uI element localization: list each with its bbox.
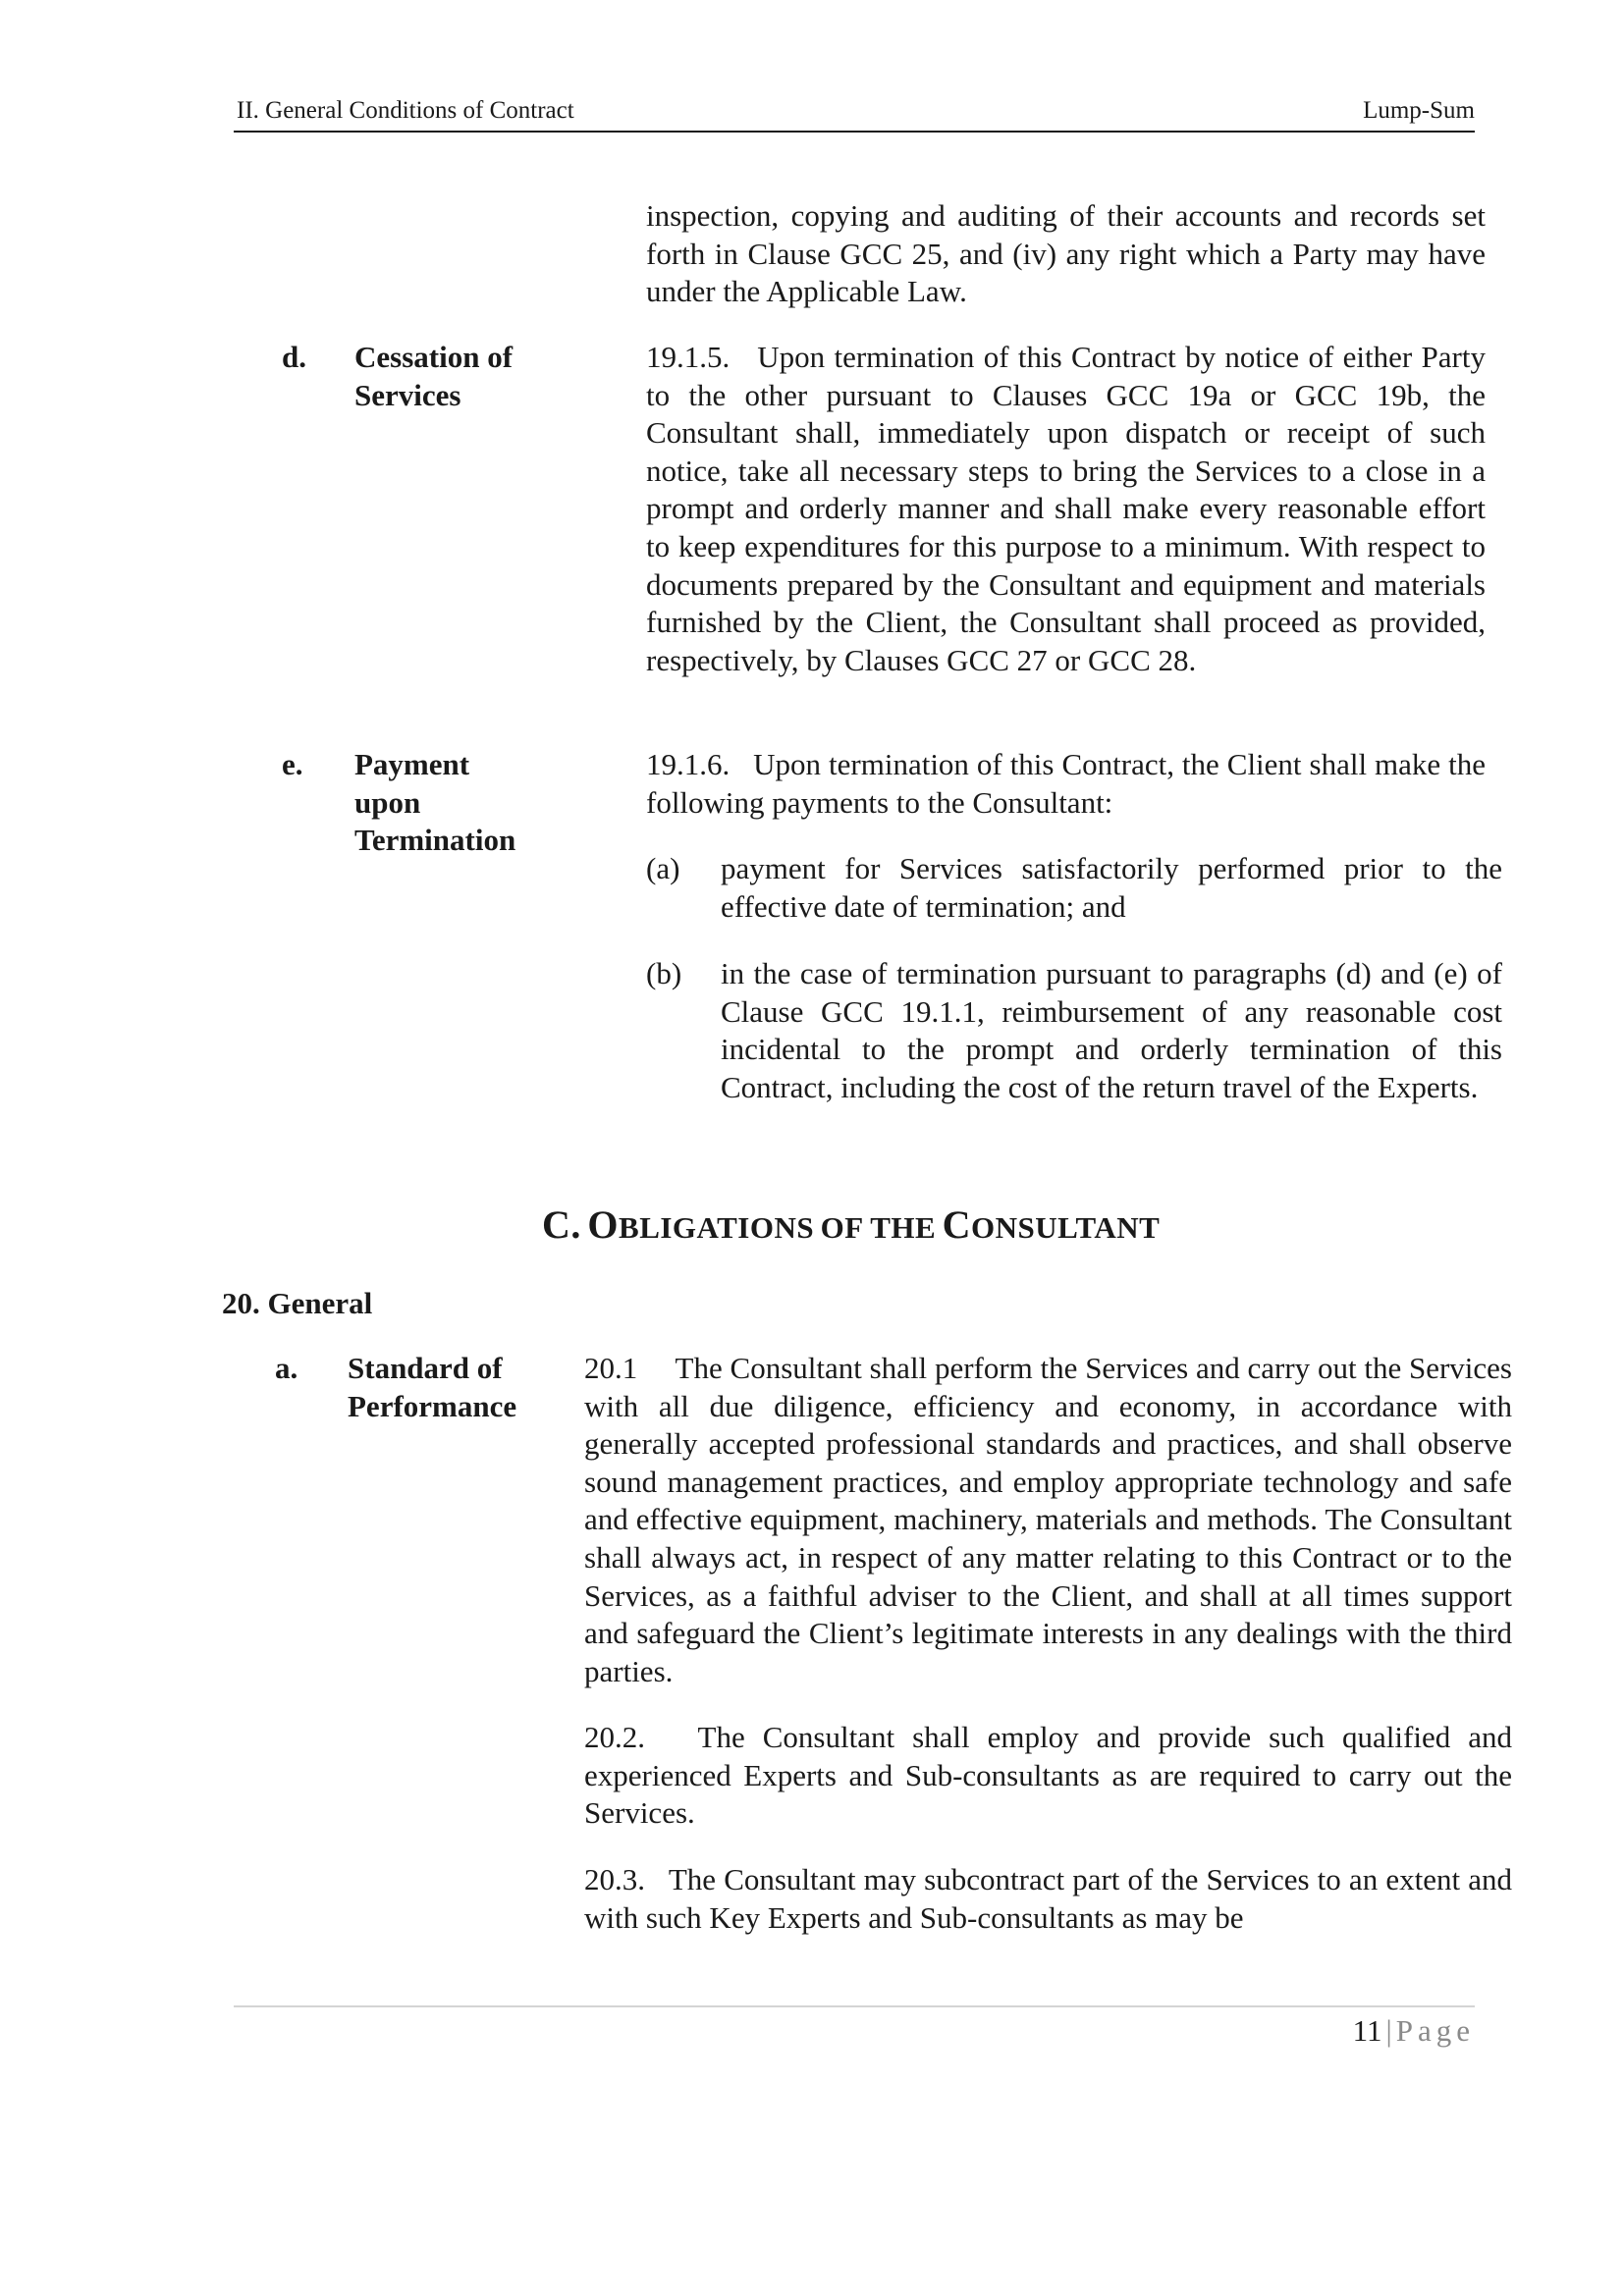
page-number-value: 11: [1352, 2013, 1382, 2048]
list-item-text-b: in the case of termination pursuant to paragraphs (d) and (e) of Clause GCC 19.1.1, reimbursement of any reasonable cost incidental to the prompt and orderly termination of this Contract, including the cost of the return travel of the Experts.: [721, 956, 1502, 1104]
clause-19-1-6-paragraph: [646, 746, 1486, 822]
clause-20-2-paragraph: [584, 1719, 1512, 1833]
clause-text: The Consultant shall employ and provide such qualified and experienced Experts and Sub-consultants as are required to carry out the Services.: [584, 1720, 1512, 1831]
clause-text: The Consultant may subcontract part of the Services to an extent and with such Key Experts and Sub-consultants as may be: [584, 1862, 1512, 1935]
page-label: Page: [1395, 2013, 1475, 2048]
clause-number: 20.1: [584, 1351, 638, 1385]
continuation-paragraph: inspection, copying and auditing of their accounts and records set forth in Clause GCC 25, and (iv) any right which a Party may have under the Applicable Law.: [646, 198, 1486, 309]
clause-text: The Consultant shall perform the Services and carry out the Services with all due diligence, efficiency and economy, in accordance with generally accepted professional standards and practices, and shall observe sound management practices, and employ appropriate technology and safe and effective equipment, machinery, materials and methods. The Consultant shall always act, in respect of any matter relating to this Contract or to the Services, as a faithful adviser to the Client, and shall at all times support and safeguard the Client’s legitimate interests in any dealings with the third parties.: [584, 1351, 1512, 1688]
list-item-marker-a: (a): [646, 851, 680, 885]
clause-text: Upon termination of this Contract, the Client shall make the following payments to the Consultant:: [646, 747, 1487, 820]
clause-20-1-paragraph: [584, 1350, 1512, 1690]
clause-20a-letter: a.: [275, 1351, 298, 1385]
page-number: [1353, 2012, 1475, 2050]
clause-d-title: Cessation of Services: [354, 340, 514, 412]
list-item-marker-b: (b): [646, 956, 682, 990]
clause-number: 20.3.: [584, 1862, 645, 1896]
page-separator: |: [1385, 2013, 1392, 2048]
list-item-text-a: payment for Services satisfactorily performed prior to the effective date of termination; and: [721, 851, 1502, 924]
clause-text: Upon termination of this Contract by notice of either Party to the other pursuant to Clauses GCC 19a or GCC 19b, the Consultant shall, immediately upon dispatch or receipt of such notice, take all necessary steps to bring the Services to a close in a prompt and orderly manner and shall make every reasonable effort to keep expenditures for this purpose to a minimum. With respect to documents prepared by the Consultant and equipment and materials furnished by the Client, the Consultant shall proceed as provided, respectively, by Clauses GCC 27 or GCC 28.: [646, 340, 1486, 677]
clause-number: 20.2.: [584, 1720, 645, 1754]
clause-19-1-5-paragraph: [646, 339, 1486, 679]
clause-e-title: Payment upon Termination: [354, 747, 516, 857]
clause-20-heading: 20. General: [222, 1286, 373, 1320]
clause-number: 19.1.5.: [646, 340, 731, 374]
running-header-title: II. General Conditions of Contract: [237, 97, 574, 124]
clause-20-3-paragraph: [584, 1861, 1512, 1937]
section-heading: C. OBLIGATIONS OF THE CONSULTANT: [542, 1202, 1161, 1247]
footer-divider: [234, 2005, 1475, 2007]
header-divider: [234, 131, 1475, 133]
clause-e-letter: e.: [282, 747, 303, 781]
clause-20a-title: Standard of Performance: [348, 1351, 517, 1423]
running-header-contract-type: Lump-Sum: [1363, 97, 1475, 124]
clause-number: 19.1.6.: [646, 747, 731, 781]
clause-d-letter: d.: [282, 340, 306, 374]
